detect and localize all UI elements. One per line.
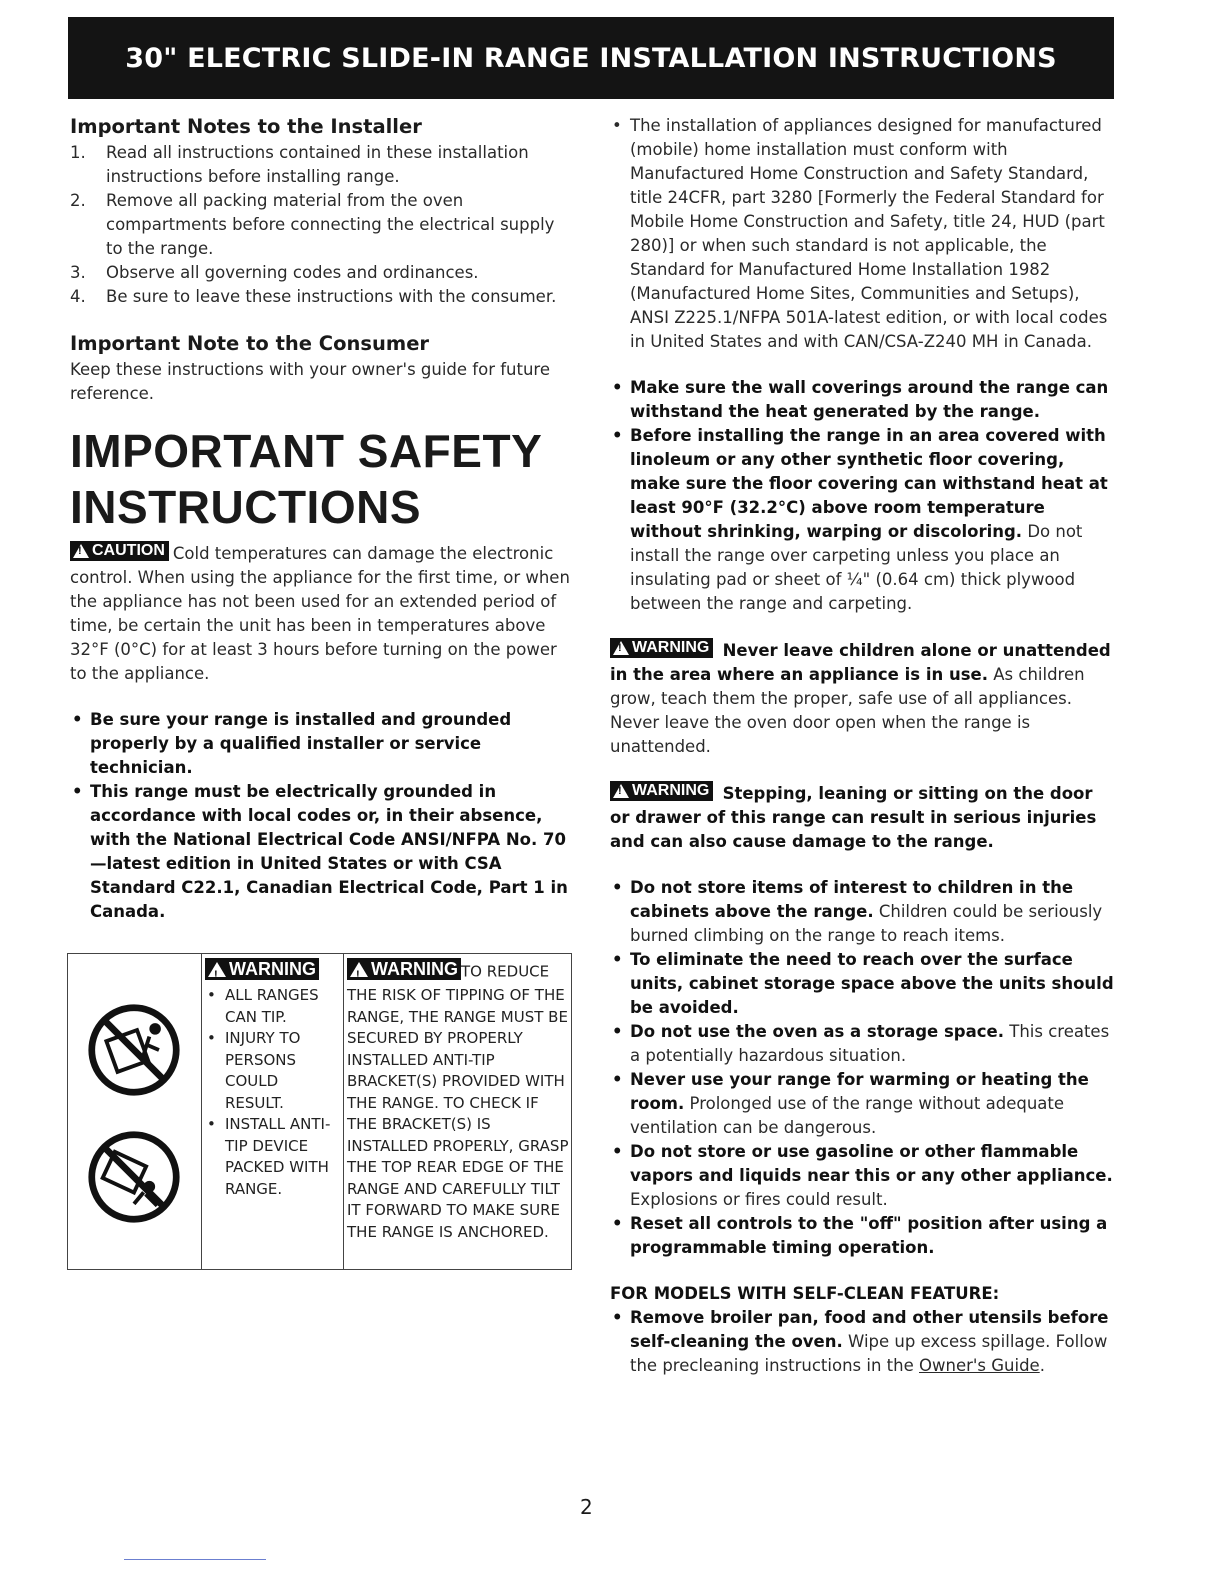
item-text: Be sure to leave these instructions with the consumer. — [106, 287, 557, 306]
warning-bold-text: Stepping, leaning or sitting on the door or drawer of this range can result in serious injuries and can also cause damage to the range. — [610, 784, 1097, 851]
bullet-bold-text: Remove broiler pan, food and other utensils before self-cleaning the oven. — [630, 1308, 1109, 1351]
no-tipping-child-icon — [86, 1129, 182, 1225]
consumer-heading: Important Note to the Consumer — [70, 332, 430, 355]
bullet-bold-text: Do not use the oven as a storage space. — [630, 1022, 1004, 1041]
warning-label: WARNING — [371, 959, 458, 979]
bullet-text: Be sure your range is installed and grounded properly by a qualified installer or service technician. — [90, 710, 512, 777]
page-title: 30" ELECTRIC SLIDE-IN RANGE INSTALLATION INSTRUCTIONS — [125, 42, 1057, 74]
warning-badge — [347, 958, 461, 980]
list-item: • Never use your range for warming or heating the room. Prolonged use of the range without adequate ventilation can be dangerous. — [612, 1070, 1089, 1137]
bullet-bold-text: Never use your range for warming or heating the room. — [630, 1070, 1089, 1113]
item-number: 2. — [70, 191, 86, 210]
bullet-bold-text: Before installing the range in an area covered with linoleum or any other synthetic floor covering, make sure the floor covering can withstand heat at least 90°F (32.2°C) above room temperature without shrinking, warping or discoloring. — [630, 426, 1108, 541]
self-clean-list — [610, 1306, 1115, 1378]
list-item: • Before installing the range in an area covered with linoleum or any other synthetic floor covering, make sure the floor covering can withstand heat at least 90°F (32.2°C) above room temperature without shrinking, warping or discoloring. Do not install the range over carpeting unless you place an insulating pad or sheet of ¼" (0.64 cm) thick plywood between the range and carpeting. — [612, 426, 1108, 613]
warning-label: WARNING — [632, 639, 710, 656]
floor-wall-bullets — [610, 376, 1115, 616]
item-number: 4. — [70, 287, 86, 306]
anti-tip-warning-box — [67, 953, 572, 1270]
warning-label: WARNING — [229, 959, 316, 979]
safety-bullets — [70, 708, 570, 924]
bullet-text: Make sure the wall coverings around the range can withstand the heat generated by the range. — [630, 378, 1109, 421]
safety-title-line1: IMPORTANT SAFETY — [70, 425, 543, 477]
tip-item-text: ALL RANGES CAN TIP. — [225, 986, 319, 1026]
list-item: • The installation of appliances designed for manufactured (mobile) home installation must conform with Manufactured Home Construction and Safety Standard, title 24CFR, part 3280 [Formerly the Federal Standard for Mobile Home Construction and Safety, title 24, HUD (part 280)] or when such standard is not applicable, the Standard for Manufactured Home Installation 1982 (Manufactured Home Sites, Communities and Setups), ANSI Z225.1/NFPA 501A-latest edition, or with local codes in United States and with CAN/CSA-Z240 MH in Canada. — [612, 116, 1108, 351]
installer-heading: Important Notes to the Installer — [70, 115, 422, 138]
bullet-bold-text: Do not store or use gasoline or other flammable vapors and liquids near this or any other appliance. — [630, 1142, 1113, 1185]
caution-label: CAUTION — [92, 542, 165, 559]
list-item — [70, 141, 570, 189]
warning-label: WARNING — [632, 782, 710, 799]
consumer-note: Keep these instructions with your owner's guide for future reference. — [70, 360, 550, 403]
item-text: Read all instructions contained in these installation instructions before installing range. — [106, 143, 529, 186]
tip-items — [205, 985, 341, 1200]
list-item: • To eliminate the need to reach over the surface units, cabinet storage space above the units should be avoided. — [612, 950, 1114, 1017]
list-item — [70, 285, 570, 309]
list-item: • Make sure the wall coverings around the range can withstand the heat generated by the range. — [612, 378, 1109, 421]
bullet-text: Wipe up excess spillage. Follow the precleaning instructions in the — [630, 1332, 1108, 1375]
item-number: 1. — [70, 143, 86, 162]
alert-triangle-icon — [350, 962, 368, 977]
children-warning — [610, 638, 1115, 759]
alert-triangle-icon — [73, 544, 89, 558]
warning-badge — [205, 958, 319, 980]
list-item: • INSTALL ANTI-TIP DEVICE PACKED WITH RANGE. — [207, 1115, 331, 1198]
warning-badge — [610, 781, 713, 801]
right-column — [610, 114, 1115, 1378]
installer-notes-list — [70, 141, 570, 309]
list-item: • Do not store or use gasoline or other flammable vapors and liquids near this or any other appliance. Explosions or fires could result. — [612, 1142, 1113, 1209]
warning-badge — [610, 638, 713, 658]
tip-warning-description — [347, 958, 569, 1243]
safety-title-line2: INSTRUCTIONS — [70, 481, 421, 533]
warning-bold-text: Never leave children alone or unattended in the area where an appliance is in use. — [610, 641, 1111, 684]
list-item: • ALL RANGES CAN TIP. — [207, 986, 319, 1026]
safety-title — [70, 423, 570, 535]
left-column — [70, 114, 570, 924]
caution-badge — [70, 541, 169, 561]
tip-item-text: INJURY TO PERSONS COULD RESULT. — [225, 1029, 301, 1112]
item-text: Observe all governing codes and ordinances. — [106, 263, 479, 282]
bullet-text: Do not install the range over carpeting unless you place an insulating pad or sheet of ¼" (0.64 cm) thick plywood between the range and carpeting. — [630, 522, 1083, 613]
list-item: • Do not use the oven as a storage space. This creates a potentially hazardous situation. — [612, 1022, 1110, 1065]
item-number: 3. — [70, 263, 86, 282]
list-item: • Reset all controls to the "off" position after using a programmable timing operation. — [612, 1214, 1108, 1257]
list-item: • INJURY TO PERSONS COULD RESULT. — [207, 1029, 301, 1112]
bullet-text: Prolonged use of the range without adequate ventilation can be dangerous. — [630, 1094, 1065, 1137]
page-number: 2 — [580, 1495, 593, 1519]
alert-triangle-icon — [208, 962, 226, 977]
list-item — [70, 189, 570, 261]
item-text: Remove all packing material from the oven compartments before connecting the electrical supply to the range. — [106, 191, 555, 258]
warning-text: As children grow, teach them the proper, safe use of all appliances. Never leave the oven door open when the range is unattended. — [610, 665, 1085, 756]
caution-paragraph — [70, 541, 570, 686]
tip-body-text: THE RISK OF TIPPING OF THE RANGE, THE RANGE MUST BE SECURED BY PROPERLY INSTALLED ANTI-TIP BRACKET(S) PROVIDED WITH THE RANGE. TO CHECK IF THE BRACKET(S) IS INSTALLED PROPERLY, GRASP THE TOP REAR EDGE OF THE RANGE AND CAREFULLY TILT IT FORWARD TO MAKE SURE THE RANGE IS ANCHORED. — [347, 986, 569, 1241]
tip-lead-text: TO REDUCE — [461, 962, 550, 981]
caution-text: Cold temperatures can damage the electronic control. When using the appliance for the first time, or when the appliance has not been used for an extended period of time, be certain the unit has been in temperatures above 32°F (0°C) for at least 3 hours before turning on the power to the appliance. — [70, 544, 570, 683]
page-header-banner — [68, 17, 1114, 99]
footer-rule — [124, 1559, 266, 1560]
manufactured-home-note — [610, 114, 1115, 354]
tip-warning-list — [205, 958, 341, 1200]
bullet-text: The installation of appliances designed for manufactured (mobile) home installation must conform with Manufactured Home Construction and Safety Standard, title 24CFR, part 3280 [Formerly the Federal Standard for Mobile Home Construction and Safety, title 24, HUD (part 280)] or when such standard is not applicable, the Standard for Manufactured Home Installation 1982 (Manufactured Home Sites, Communities and Setups), ANSI Z225.1/NFPA 501A-latest edition, or with local codes in United States and with CAN/CSA-Z240 MH in Canada. — [630, 116, 1108, 351]
alert-triangle-icon — [613, 641, 629, 655]
alert-triangle-icon — [613, 784, 629, 798]
owners-guide-reference: Owner's Guide — [919, 1356, 1040, 1375]
list-item: • Remove broiler pan, food and other utensils before self-cleaning the oven. Wipe up excess spillage. Follow the precleaning instructions in the Owner's Guide. — [612, 1308, 1109, 1375]
bullet-bold-text: Reset all controls to the "off" position after using a programmable timing operation. — [630, 1214, 1108, 1257]
bullet-text: This range must be electrically grounded in accordance with local codes or, in their absence, with the National Electrical Code ANSI/NFPA No. 70—latest edition in United States or with CSA Standard C22.1, Canadian Electrical Code, Part 1 in Canada. — [90, 782, 568, 921]
bullet-text: This creates a potentially hazardous situation. — [630, 1022, 1110, 1065]
self-clean-heading: FOR MODELS WITH SELF-CLEAN FEATURE: — [610, 1284, 1000, 1303]
list-item: • Be sure your range is installed and grounded properly by a qualified installer or service technician. — [72, 710, 512, 777]
bullet-text: Explosions or fires could result. — [630, 1190, 888, 1209]
safety-list — [610, 876, 1115, 1260]
bullet-bold-text: Do not store items of interest to children in the cabinets above the range. — [630, 878, 1074, 921]
no-tipping-range-icon — [86, 1002, 182, 1098]
stepping-warning — [610, 781, 1115, 854]
list-item: • Do not store items of interest to children in the cabinets above the range. Children could be seriously burned climbing on the range to reach items. — [612, 878, 1103, 945]
list-item: • This range must be electrically grounded in accordance with local codes or, in their absence, with the National Electrical Code ANSI/NFPA No. 70—latest edition in United States or with CSA Standard C22.1, Canadian Electrical Code, Part 1 in Canada. — [72, 782, 568, 921]
bullet-bold-text: To eliminate the need to reach over the surface units, cabinet storage space above the units should be avoided. — [630, 950, 1114, 1017]
list-item — [70, 261, 570, 285]
bullet-text: Children could be seriously burned climbing on the range to reach items. — [630, 902, 1103, 945]
bullet-end: . — [1039, 1356, 1045, 1375]
tip-item-text: INSTALL ANTI-TIP DEVICE PACKED WITH RANGE. — [225, 1115, 331, 1198]
